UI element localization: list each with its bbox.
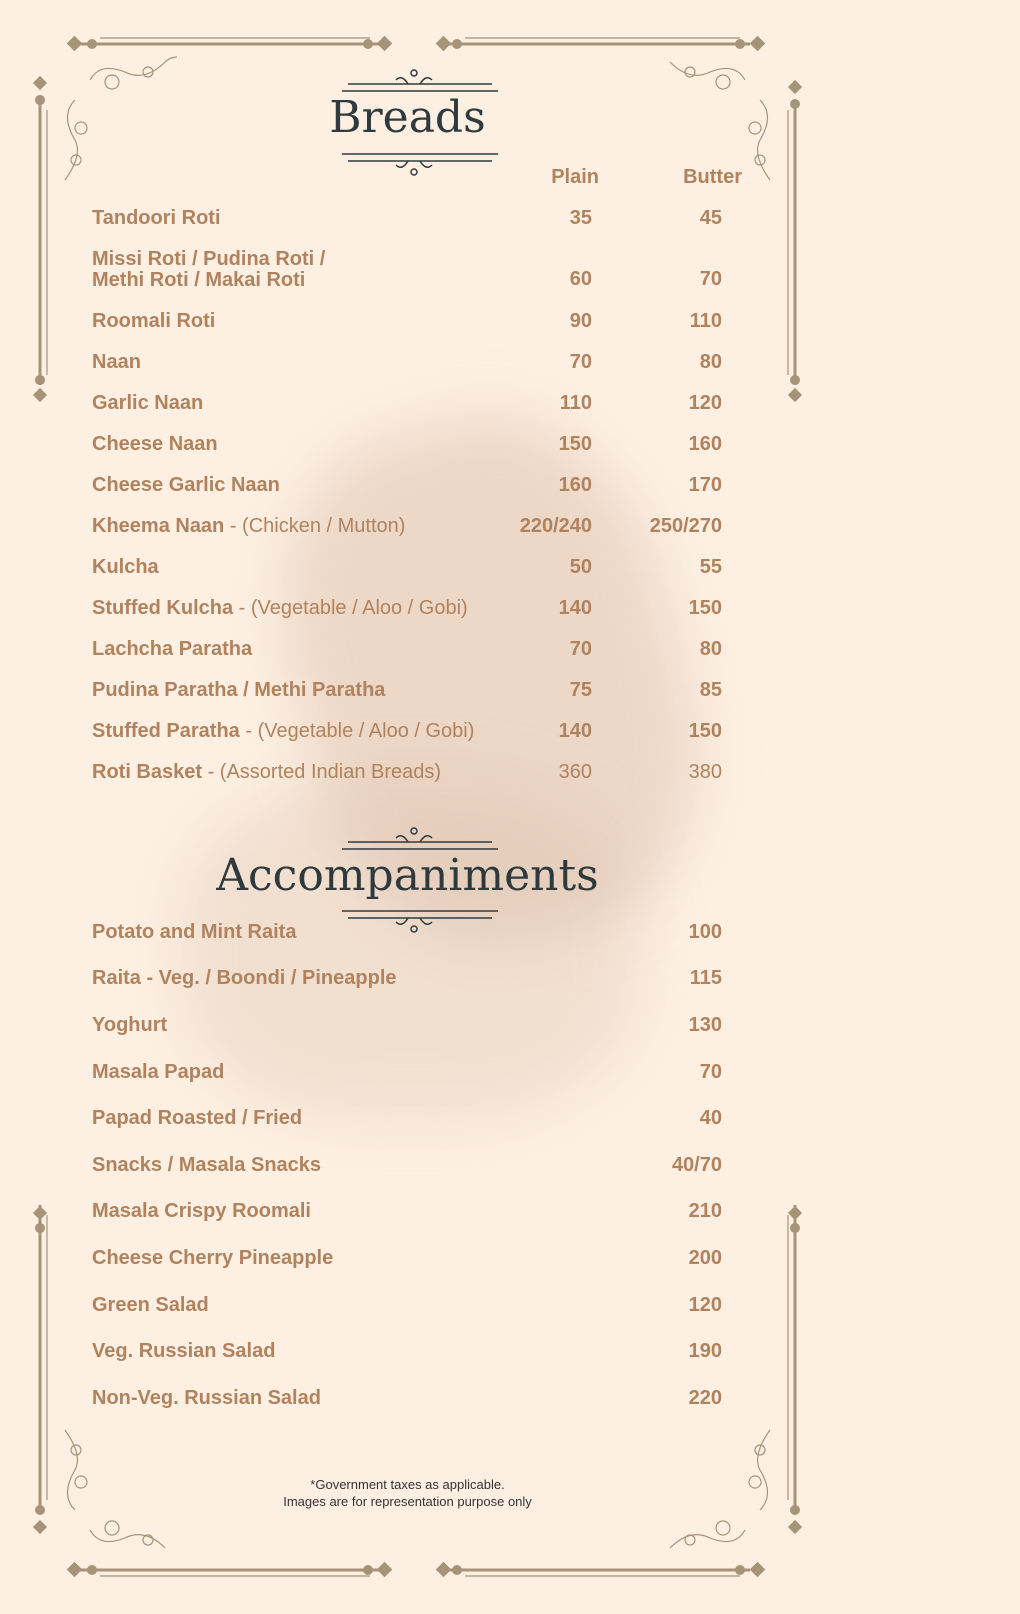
- item-name: Cheese Cherry Pineapple: [92, 1246, 334, 1269]
- item-name-cell: [92, 761, 722, 784]
- plain-price: 50: [569, 556, 592, 578]
- item-price: 40: [699, 1107, 722, 1130]
- plain-price: 70: [569, 638, 592, 660]
- menu-item-row: [92, 1282, 722, 1329]
- butter-price: 250/270: [649, 515, 722, 537]
- item-name-cell: [92, 474, 722, 497]
- menu-item-row: [92, 301, 722, 342]
- butter-price: 80: [699, 638, 722, 660]
- item-name: Garlic Naan: [92, 392, 204, 414]
- plain-price: 35: [569, 207, 592, 229]
- item-name: Tandoori Roti: [92, 207, 221, 229]
- item-name: Lachcha Paratha: [92, 638, 253, 660]
- item-name: Papad Roasted / Fried: [92, 1107, 303, 1130]
- menu-item-row: [92, 1049, 722, 1096]
- item-name-cell: [92, 679, 722, 702]
- item-name: Green Salad: [92, 1293, 209, 1316]
- plain-price: 140: [558, 597, 592, 619]
- item-price: 200: [688, 1246, 722, 1269]
- menu-item-row: [92, 506, 722, 547]
- item-note: - (Chicken / Mutton): [224, 515, 406, 537]
- menu-item-row: [92, 629, 722, 670]
- menu-item-row: [92, 1375, 722, 1422]
- item-price: 115: [689, 967, 722, 990]
- plain-price: 90: [569, 310, 592, 332]
- item-name: Stuffed Kulcha: [92, 597, 234, 619]
- item-name: Potato and Mint Raita: [92, 920, 297, 943]
- menu-item-row: [92, 383, 722, 424]
- menu-item-row: [92, 424, 722, 465]
- item-price: 220: [688, 1386, 722, 1409]
- menu-item-row: [92, 547, 722, 588]
- menu-item-row: [92, 465, 722, 506]
- menu-item-row: [92, 1235, 722, 1282]
- breads-list: [92, 198, 722, 793]
- menu-item-row: [92, 956, 722, 1003]
- footer-note: [0, 1476, 815, 1510]
- menu-item-row: [92, 1002, 722, 1049]
- item-note: - (Vegetable / Aloo / Gobi): [239, 720, 475, 742]
- item-name: Pudina Paratha / Methi Paratha: [92, 679, 386, 701]
- menu-item-row: [92, 752, 722, 793]
- accompaniments-title: Accompaniments: [216, 850, 599, 901]
- item-note: - (Assorted Indian Breads): [202, 761, 442, 783]
- butter-price: 150: [688, 720, 722, 742]
- plain-price: 70: [569, 351, 592, 373]
- butter-price: 380: [688, 761, 722, 783]
- menu-item-row: [92, 1189, 722, 1236]
- butter-price: 45: [699, 207, 722, 229]
- menu-item-row: [92, 670, 722, 711]
- menu-item-row: [92, 588, 722, 629]
- plain-column-header: Plain: [551, 166, 599, 188]
- item-name: Masala Papad: [92, 1060, 225, 1083]
- menu-item-row: [92, 342, 722, 383]
- plain-price: 110: [559, 392, 592, 414]
- butter-price: 55: [699, 556, 722, 578]
- accompaniments-list: [92, 909, 722, 1422]
- item-name-line2: Methi Roti / Makai Roti: [92, 269, 306, 291]
- item-name: Yoghurt: [92, 1013, 168, 1036]
- item-name: Cheese Garlic Naan: [92, 474, 280, 496]
- tax-note: *Government taxes as applicable.: [310, 1477, 505, 1492]
- menu-item-row: [92, 198, 722, 239]
- item-price: 130: [688, 1013, 722, 1036]
- butter-price: 160: [688, 433, 722, 455]
- menu-item-row: [92, 1142, 722, 1189]
- item-name: Cheese Naan: [92, 433, 218, 455]
- item-name-cell: [92, 207, 722, 230]
- plain-price: 75: [569, 679, 592, 701]
- item-price: 70: [699, 1060, 722, 1083]
- item-name-cell: [92, 556, 722, 579]
- image-disclaimer: Images are for representation purpose only: [283, 1494, 532, 1509]
- butter-price: 170: [688, 474, 722, 496]
- item-name-cell: [92, 638, 722, 661]
- menu-item-row: [92, 239, 722, 301]
- item-price: 100: [688, 920, 722, 943]
- butter-price: 85: [699, 679, 722, 701]
- item-name: Non-Veg. Russian Salad: [92, 1386, 321, 1409]
- plain-price: 160: [558, 474, 592, 496]
- item-name: Stuffed Paratha: [92, 720, 240, 742]
- plain-price: 360: [558, 761, 592, 783]
- item-name-cell: [92, 310, 722, 333]
- item-note: - (Vegetable / Aloo / Gobi): [233, 597, 468, 619]
- butter-price: 150: [688, 597, 722, 619]
- butter-price: 120: [688, 392, 722, 414]
- item-price: 210: [688, 1200, 722, 1223]
- plain-price: 220/240: [519, 515, 592, 537]
- item-name: Missi Roti / Pudina Roti /: [92, 248, 326, 270]
- item-name: Roti Basket: [92, 761, 203, 783]
- item-price: 120: [688, 1293, 722, 1316]
- item-name: Kulcha: [92, 556, 159, 578]
- item-name-cell: [92, 720, 722, 743]
- butter-price: 70: [699, 268, 722, 290]
- breads-title: Breads: [329, 92, 486, 143]
- item-name-cell: [92, 392, 722, 415]
- plain-price: 140: [558, 720, 592, 742]
- item-name: Roomali Roti: [92, 310, 216, 332]
- item-price: 40/70: [671, 1153, 722, 1176]
- item-name: Snacks / Masala Snacks: [92, 1153, 322, 1176]
- item-name: Raita - Veg. / Boondi / Pineapple: [92, 967, 397, 990]
- menu-item-row: [92, 1328, 722, 1375]
- item-name: Kheema Naan: [92, 515, 225, 537]
- item-name: Veg. Russian Salad: [92, 1340, 276, 1363]
- menu-item-row: [92, 909, 722, 956]
- butter-price: 110: [689, 310, 722, 332]
- butter-price: 80: [699, 351, 722, 373]
- item-name-cell: [92, 515, 722, 538]
- item-name-cell: [92, 351, 722, 374]
- item-name: Masala Crispy Roomali: [92, 1200, 311, 1223]
- item-name-cell: [92, 433, 722, 456]
- butter-column-header: Butter: [683, 166, 742, 188]
- plain-price: 60: [569, 268, 592, 290]
- menu-item-row: [92, 1095, 722, 1142]
- menu-item-row: [92, 711, 722, 752]
- item-name-cell: [92, 597, 722, 620]
- item-name-cell: [92, 249, 722, 301]
- plain-price: 150: [558, 433, 592, 455]
- item-name: Naan: [92, 351, 141, 373]
- item-price: 190: [688, 1340, 722, 1363]
